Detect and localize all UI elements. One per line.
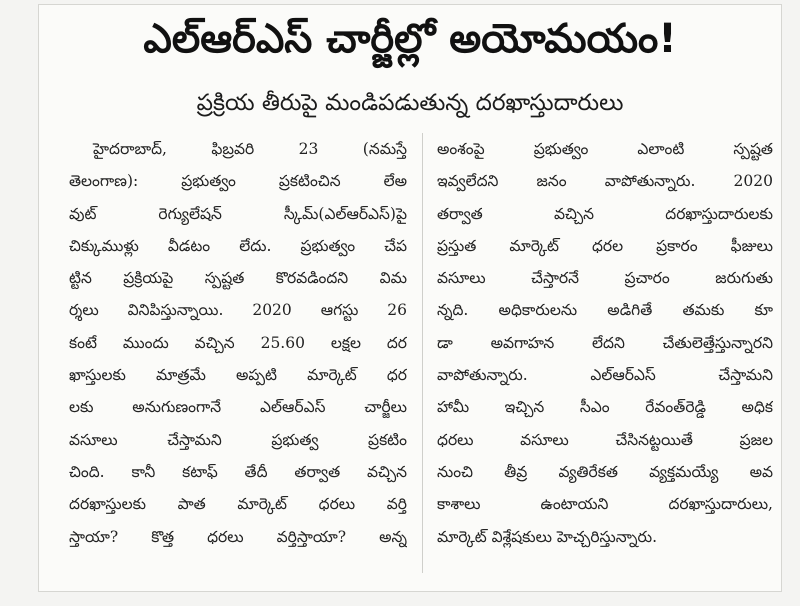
body-line: న్నది. అధికారులను అడిగితే తమకు కూ <box>437 301 773 320</box>
body-line: డా అవగాహన లేదని చేతులెత్తేస్తున్నారని <box>437 333 773 352</box>
body-line: ర్శలు వినిపిస్తున్నాయి. 2020 ఆగస్టు 26 <box>69 301 407 320</box>
body-line: మార్కెట్ విశ్లేషకులు హెచ్చరిస్తున్నారు. <box>437 527 658 546</box>
body-line: తెలంగాణ): ప్రభుత్వం ప్రకటించిన లేఅ <box>69 172 407 191</box>
body-line: వసూలు చేస్తారనే ప్రచారం జరుగుతు <box>437 269 773 288</box>
body-line: స్తాయా? కొత్త ధరలు వర్తిస్తాయా? అన్న <box>69 527 407 546</box>
body-line: వాపోతున్నారు. ఎల్ఆర్ఎస్ చేస్తామని <box>437 366 773 385</box>
article-headline: ఎల్ఆర్ఎస్ చార్జీల్లో అయోమయం! <box>143 16 677 62</box>
body-line: కంటే ముందు వచ్చిన 25.60 లక్షల దర <box>69 333 407 352</box>
body-line: ధరలు వసూలు చేసినట్టయితే ప్రజల <box>437 430 773 449</box>
right-column <box>437 133 773 553</box>
body-line: హైదరాబాద్, ఫిబ్రవరి 23 (నమస్తే <box>93 140 407 158</box>
body-line: ఖాస్తులకు మాత్రమే అప్పటి మార్కెట్ ధర <box>69 366 407 385</box>
body-line: ప్రస్తుత మార్కెట్ ధరల ప్రకారం ఫీజులు <box>437 236 773 255</box>
body-line: దరఖాస్తులకు పాత మార్కెట్ ధరలు వర్తి <box>69 495 407 514</box>
body-line: ట్టిన ప్రక్రియపై స్పష్టత కొరవడిందని విమ <box>69 269 407 288</box>
body-line: అంశంపై ప్రభుత్వం ఎలాంటి స్పష్టత <box>437 140 773 158</box>
body-line: వుట్ రెగ్యులేషన్ స్కీమ్(ఎల్ఆర్ఎస్)పై <box>69 204 407 223</box>
left-column <box>69 133 407 553</box>
body-line: హామీ ఇచ్చిన సీఎం రేవంత్‌రెడ్డి అధిక <box>437 398 773 417</box>
news-clipping <box>38 4 782 592</box>
article-subheadline: ప్రక్రియ తీరుపై మండిపడుతున్న దరఖాస్తుదారులు <box>196 90 624 116</box>
body-line: ఇవ్వలేదని జనం వాపోతున్నారు. 2020 <box>437 172 773 191</box>
body-line: లకు అనుగుణంగానే ఎల్ఆర్ఎస్ చార్జీలు <box>69 398 407 417</box>
column-divider <box>422 133 423 573</box>
body-line: తర్వాత వచ్చిన దరఖాస్తుదారులకు <box>437 204 773 223</box>
body-line: చింది. కానీ కటాఫ్ తేదీ తర్వాత వచ్చిన <box>69 462 407 481</box>
body-line: చిక్కుముళ్లు వీడటం లేదు. ప్రభుత్వం చేప <box>69 236 407 255</box>
body-line: కాశాలు ఉంటాయని దరఖాస్తుదారులు, <box>437 495 773 514</box>
body-line: వసూలు చేస్తామని ప్రభుత్వ ప్రకటిం <box>69 430 407 449</box>
body-line: నుంచి తీవ్ర వ్యతిరేకత వ్యక్తమయ్యే అవ <box>437 462 773 481</box>
